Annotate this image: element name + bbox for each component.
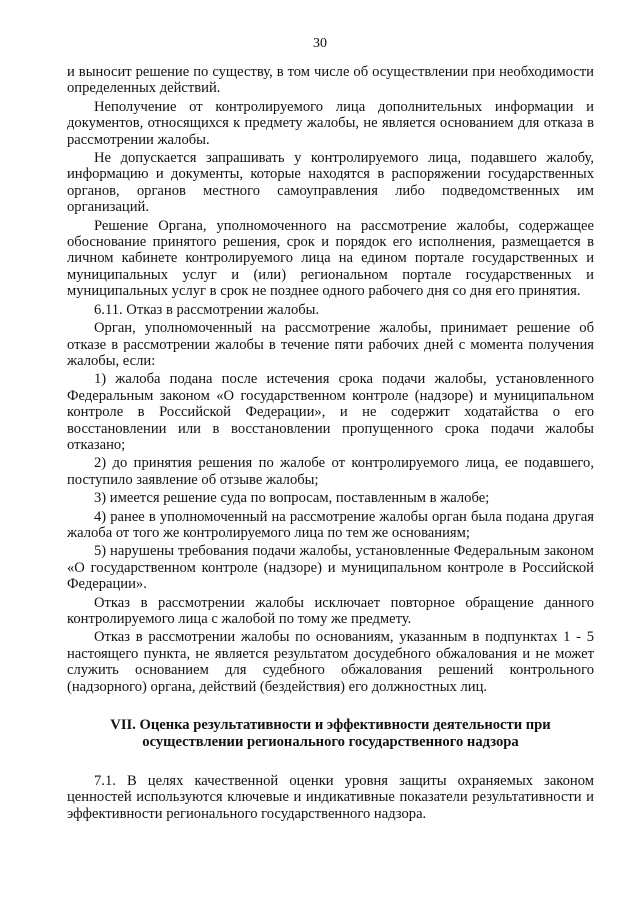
paragraph: 1) жалоба подана после истечения срока подачи жалобы, установленного Федеральным законом «О государственном контроле (надзоре) и муниципальном контроле в Российской Федерации», и не содержит ходатайства о его восстановлении или в восстановлении пропущенного срока подачи жалобы отказано; [67, 371, 594, 453]
paragraph: 2) до принятия решения по жалобе от контролируемого лица, ее подавшего, поступило заявление об отзыве жалобы; [67, 455, 594, 488]
paragraph: и выносит решение по существу, в том числе об осуществлении при необходимости определенных действий. [67, 64, 594, 97]
section-heading-line-1: VII. Оценка результативности и эффективности деятельности при [110, 717, 551, 734]
paragraph: Орган, уполномоченный на рассмотрение жалобы, принимает решение об отказе в рассмотрении жалобы в течение пяти рабочих дней с момента получения жалобы, если: [67, 320, 594, 369]
paragraph: 7.1. В целях качественной оценки уровня защиты охраняемых законом ценностей используются ключевые и индикативные показатели результативности и эффективности регионального государственного надзора. [67, 773, 594, 822]
paragraph: Не допускается запрашивать у контролируемого лица, подавшего жалобу, информацию и документы, которые находятся в распоряжении государственных органов, органов местного самоуправления либо подведомственных им организаций. [67, 150, 594, 216]
document-body [67, 64, 594, 824]
paragraph: 5) нарушены требования подачи жалобы, установленные Федеральным законом «О государственном контроле (надзоре) и муниципальном контроле в Российской Федерации». [67, 543, 594, 593]
section-heading-line-2: осуществлении регионального государственного надзора [142, 734, 519, 751]
paragraph: Решение Органа, уполномоченного на рассмотрение жалобы, содержащее обоснование принятого решения, срок и порядок его исполнения, размещается в личном кабинете контролируемого лица на едином портале государственных и муниципальных услуг и (или) региональном портале государственных и муниципальных услуг в срок не позднее одного рабочего дня со дня его принятия. [67, 217, 594, 300]
section-heading [67, 717, 594, 751]
section-6-text [67, 64, 594, 695]
paragraph: Неполучение от контролируемого лица дополнительных информации и документов, относящихся к предмету жалобы, не является основанием для отказа в рассмотрении жалобы. [67, 98, 594, 148]
section-7-text [67, 773, 594, 822]
paragraph: Отказ в рассмотрении жалобы исключает повторное обращение данного контролируемого лица с жалобой по тому же предмету. [67, 594, 594, 627]
paragraph: 6.11. Отказ в рассмотрении жалобы. [94, 301, 320, 318]
paragraph: Отказ в рассмотрении жалобы по основаниям, указанным в подпунктах 1 - 5 настоящего пункта, не является результатом досудебного обжалования и не может служить основанием для судебного обжалования решений контрольного (надзорного) органа, действий (бездействия) его должностных лиц. [67, 629, 594, 695]
page-number: 30 [313, 36, 327, 51]
paragraph: 4) ранее в уполномоченный на рассмотрение жалобы орган была подана другая жалоба от того же контролируемого лица по тем же основаниям; [67, 508, 594, 541]
paragraph: 3) имеется решение суда по вопросам, поставленным в жалобе; [94, 490, 490, 507]
